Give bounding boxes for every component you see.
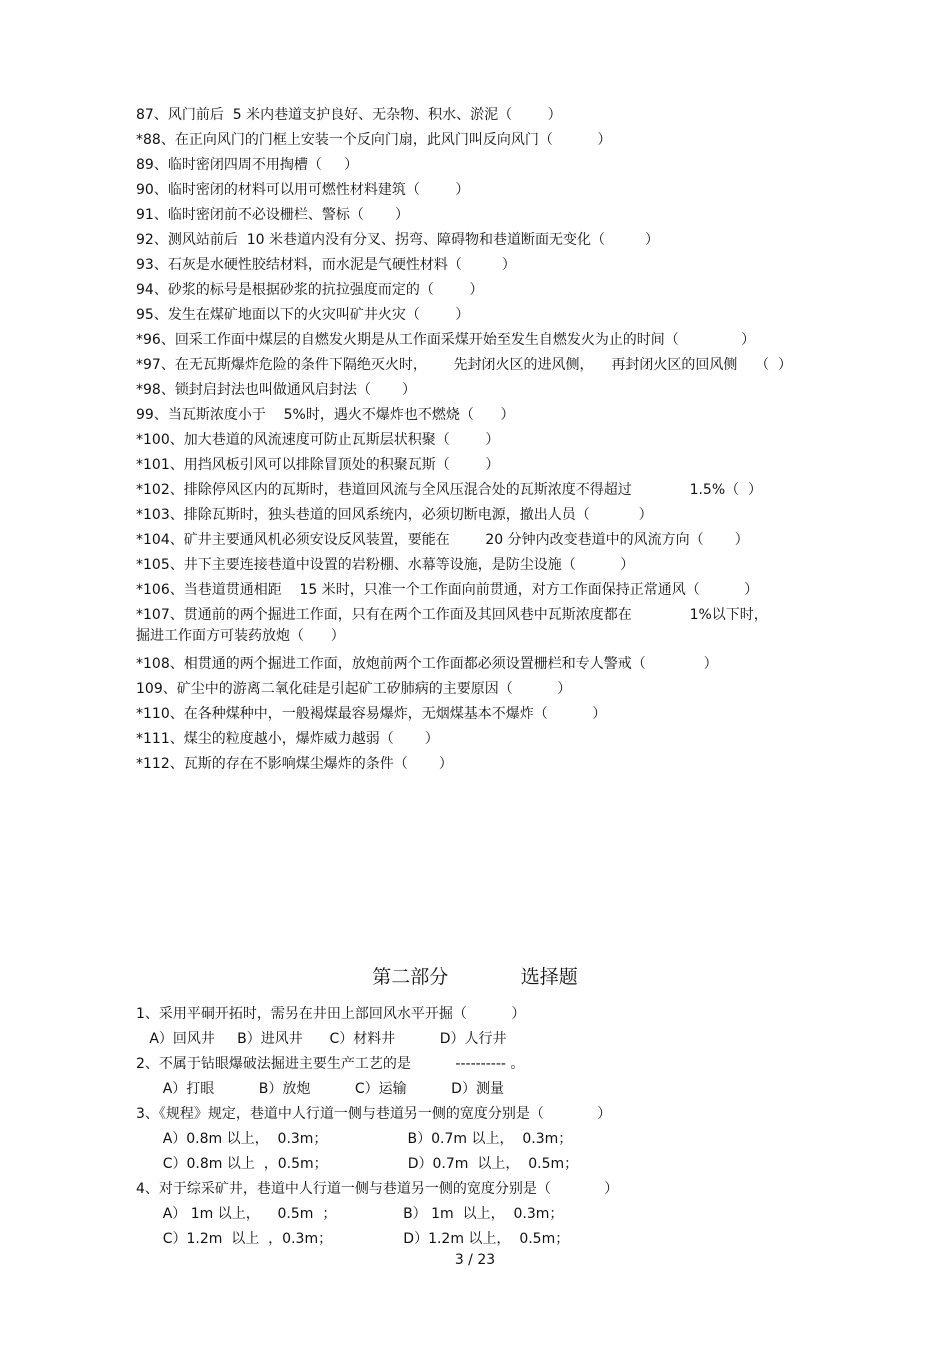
question-93: 93、石灰是水硬性胶结材料，而水泥是气硬性材料（ ） xyxy=(136,257,516,273)
question-98: *98、锁封启封法也叫做通风启封法（ ） xyxy=(136,382,416,398)
question-90: 90、临时密闭的材料可以用可燃性材料建筑（ ） xyxy=(136,182,470,198)
question-112: *112、瓦斯的存在不影响煤尘爆炸的条件（ ） xyxy=(136,756,453,772)
question-107: *107、贯通前的两个掘进工作面，只有在两个工作面及其回风巷中瓦斯浓度都在 1%以下时， xyxy=(136,607,768,623)
choice-question-1: 1、采用平硐开拓时，需另在井田上部回风水平开掘（ ） xyxy=(136,1006,526,1022)
section-title: 第二部分 选择题 xyxy=(372,966,578,988)
question-109: 109、矿尘中的游离二氧化硅是引起矿工矽肺病的主要原因（ ） xyxy=(136,681,572,697)
choice-options-4b: C）1.2m 以上 ，0.3m； D）1.2m 以上， 0.5m； xyxy=(136,1231,570,1247)
choice-options-3a: A）0.8m 以上， 0.3m； B）0.7m 以上， 0.3m； xyxy=(136,1131,573,1147)
choice-question-3: 3、《规程》规定，巷道中人行道一侧与巷道另一侧的宽度分别是（ ） xyxy=(136,1106,612,1122)
question-111: *111、煤尘的粒度越小，爆炸威力越弱（ ） xyxy=(136,731,439,747)
page-number: 3 / 23 xyxy=(454,1252,496,1268)
question-102: *102、排除停风区内的瓦斯时，巷道回风流与全风压混合处的瓦斯浓度不得超过 1.5%（ ） xyxy=(136,482,763,498)
choice-options-2: A）打眼 B）放炮 C）运输 D）测量 xyxy=(136,1081,504,1097)
question-92: 92、测风站前后 10 米巷道内没有分叉、拐弯、障碍物和巷道断面无变化（ ） xyxy=(136,232,660,248)
question-107-continued: 掘进工作面方可装药放炮（ ） xyxy=(136,628,345,644)
question-101: *101、用挡风板引风可以排除冒顶处的积聚瓦斯（ ） xyxy=(136,457,500,473)
question-110: *110、在各种煤种中，一般褐煤最容易爆炸，无烟煤基本不爆炸（ ） xyxy=(136,706,607,722)
question-103: *103、排除瓦斯时，独头巷道的回风系统内，必须切断电源，撤出人员（ ） xyxy=(136,507,653,523)
question-108: *108、相贯通的两个掘进工作面，放炮前两个工作面都必须设置栅栏和专人警戒（ ） xyxy=(136,656,718,672)
choice-question-4: 4、对于综采矿井，巷道中人行道一侧与巷道另一侧的宽度分别是（ ） xyxy=(136,1181,619,1197)
question-104: *104、矿井主要通风机必须安设反风装置，要能在 20 分钟内改变巷道中的风流方向（ ） xyxy=(136,532,749,548)
choice-options-1: A）回风井 B）进风井 C）材料井 D）人行井 xyxy=(136,1031,507,1047)
question-99: 99、当瓦斯浓度小于 5%时，遇火不爆炸也不燃烧（ ） xyxy=(136,407,515,423)
question-106: *106、当巷道贯通相距 15 米时，只准一个工作面向前贯通，对方工作面保持正常通风（ ） xyxy=(136,582,759,598)
question-87: 87、风门前后 5 米内巷道支护良好、无杂物、积水、淤泥（ ） xyxy=(136,107,562,123)
question-96: *96、回采工作面中煤层的自燃发火期是从工作面采煤开始至发生自燃发火为止的时间（ ） xyxy=(136,332,756,348)
question-91: 91、临时密闭前不必设栅栏、警标（ ） xyxy=(136,207,409,223)
choice-question-2: 2、不属于钻眼爆破法掘进主要生产工艺的是 ---------- 。 xyxy=(136,1056,525,1072)
question-95: 95、发生在煤矿地面以下的火灾叫矿井火灾（ ） xyxy=(136,307,470,323)
question-89: 89、临时密闭四周不用掏槽（ ） xyxy=(136,157,359,173)
question-97: *97、在无瓦斯爆炸危险的条件下隔绝灭火时， 先封闭火区的进风侧， 再封闭火区的回风侧 （ ） xyxy=(136,357,793,373)
choice-options-3b: C）0.8m 以上 ，0.5m； D）0.7m 以上， 0.5m； xyxy=(136,1156,579,1172)
question-105: *105、井下主要连接巷道中设置的岩粉棚、水幕等设施，是防尘设施（ ） xyxy=(136,557,635,573)
question-100: *100、加大巷道的风流速度可防止瓦斯层状积聚（ ） xyxy=(136,432,500,448)
choice-options-4a: A） 1m 以上， 0.5m ； B） 1m 以上， 0.3m； xyxy=(136,1206,564,1222)
question-88: *88、在正向风门的门框上安装一个反向门扇，此风门叫反向风门（ ） xyxy=(136,132,612,148)
question-94: 94、砂浆的标号是根据砂浆的抗拉强度而定的（ ） xyxy=(136,282,484,298)
